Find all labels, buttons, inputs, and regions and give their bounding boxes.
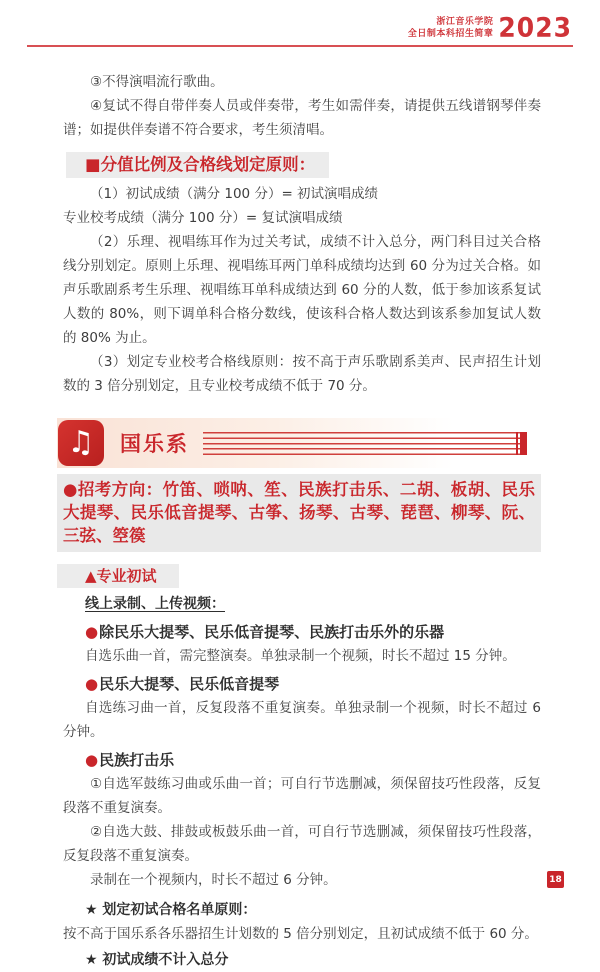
exam-item-body: ②自选大鼓、排鼓或板鼓乐曲一首，可自行节选删减，须保留技巧性段落，反复段落不重复演奏。 <box>63 824 541 864</box>
admission-directions: ●招考方向：竹笛、唢呐、笙、民族打击乐、二胡、板胡、民乐大提琴、民乐低音提琴、古筝、扬琴、古琴、琵琶、柳琴、阮、三弦、箜篌 <box>57 474 541 552</box>
exam-item-heading-text: 民族打击乐 <box>99 751 175 769</box>
score-rule-2: （2）乐理、视唱练耳作为过关考试，成绩不计入总分，两门科目过关合格线分别划定。原则上乐理、视唱练耳两门单科成绩均达到 60 分为过关合格。如声乐歌剧系考生乐理、视唱练耳单科成绩达到 60 分的人数，低于参加该系复试人数的 80%，则下调单科合格分数线，使该科合格人数达到该系参加复试人数的 80% 为止。 <box>63 234 541 346</box>
score-rule-1a: （1）初试成绩（满分 100 分）= 初试演唱成绩 <box>90 186 379 202</box>
score-not-counted-note: ★ 初试成绩不计入总分 <box>85 952 229 968</box>
page-content <box>63 70 541 972</box>
page-number-badge: 18 <box>547 871 564 888</box>
exam-item-body: 自选乐曲一首，需完整演奏。单独录制一个视频，时长不超过 15 分钟。 <box>85 648 516 664</box>
exam-item-heading-text: 民乐大提琴、民乐低音提琴 <box>99 675 280 693</box>
staff-lines-decoration <box>203 432 527 455</box>
header-school-name: 浙江音乐学院 <box>436 16 494 27</box>
preliminary-exam-heading: ▲专业初试 <box>57 564 179 588</box>
red-bullet-icon: ● <box>85 623 99 641</box>
note-accompaniment: ④复试不得自带伴奏人员或伴奏带，考生如需伴奏，请提供五线谱钢琴伴奏谱；如提供伴奏谱不符合要求，考生须清唱。 <box>63 98 541 138</box>
exam-item-body: 录制在一个视频内，时长不超过 6 分钟。 <box>90 872 337 888</box>
red-bullet-icon: ● <box>85 751 99 769</box>
staff-end-bar-thick <box>520 432 527 455</box>
staff-end-bar-thin <box>516 432 519 455</box>
score-rule-3: （3）划定专业校考合格线原则：按不高于声乐歌剧系美声、民声招生计划数的 3 倍分别划定，且专业校考成绩不低于 70 分。 <box>63 354 541 394</box>
department-title: 国乐系 <box>120 432 189 456</box>
exam-item-heading <box>85 620 541 644</box>
exam-item-body: ①自选军鼓练习曲或乐曲一首；可自行节选删减，须保留技巧性段落，反复段落不重复演奏。 <box>63 776 541 816</box>
department-banner <box>57 418 541 468</box>
score-rule-1b: 专业校考成绩（满分 100 分）= 复试演唱成绩 <box>63 210 343 226</box>
score-ratio-heading: ■分值比例及合格线划定原则： <box>66 152 329 178</box>
page-header <box>408 13 572 42</box>
music-note-icon: ♫ <box>58 420 104 466</box>
qualified-list-rule-body: 按不高于国乐系各乐器招生计划数的 5 倍分别划定，且初试成绩不低于 60 分。 <box>63 926 538 942</box>
qualified-list-rule-heading: ★ 划定初试合格名单原则： <box>85 902 257 918</box>
header-divider-rule <box>27 45 573 47</box>
exam-item-heading <box>85 748 541 772</box>
red-bullet-icon: ● <box>85 675 99 693</box>
exam-mode-note: 线上录制、上传视频： <box>85 596 225 612</box>
header-year: 2023 <box>498 11 572 44</box>
exam-item-heading-text: 除民乐大提琴、民乐低音提琴、民族打击乐外的乐器 <box>99 623 445 641</box>
exam-item-body: 自选练习曲一首，反复段落不重复演奏。单独录制一个视频，时长不超过 6 分钟。 <box>63 700 541 740</box>
header-school-title <box>408 16 494 40</box>
note-no-pop-songs: ③不得演唱流行歌曲。 <box>90 74 224 90</box>
header-brochure-title: 全日制本科招生简章 <box>407 28 494 39</box>
exam-item-heading <box>85 672 541 696</box>
